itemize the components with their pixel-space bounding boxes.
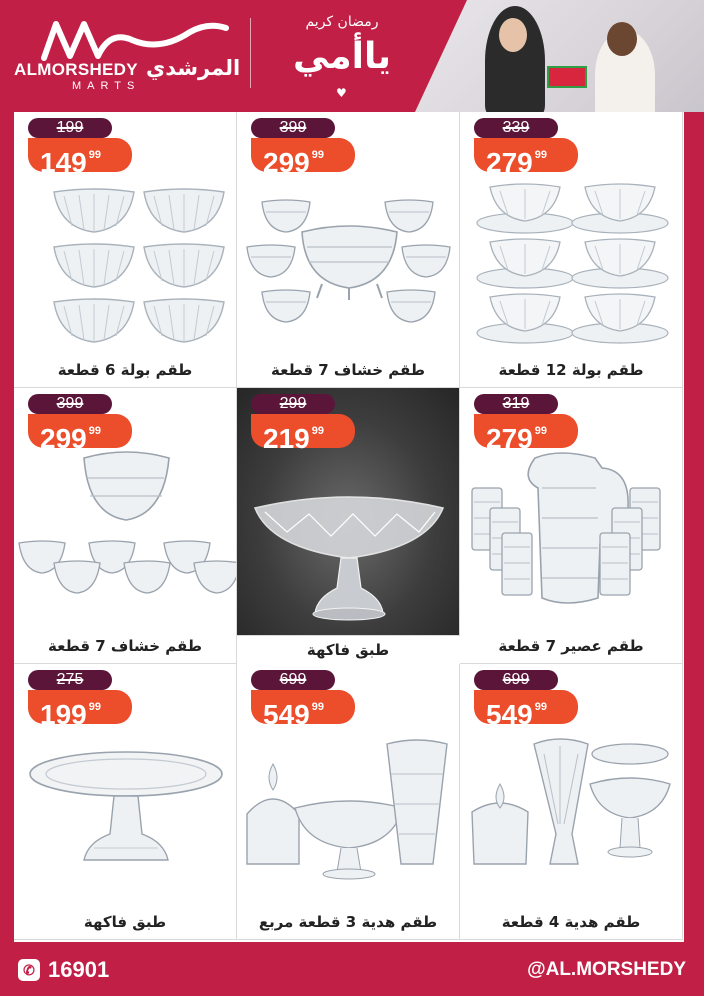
new-price-main: 219: [263, 423, 310, 454]
product-name: طقم هدية 4 قطعة: [501, 913, 641, 931]
product-card[interactable]: [237, 664, 460, 940]
product-card[interactable]: [237, 388, 460, 659]
old-price: 299: [251, 394, 335, 414]
product-name: طقم بولة 6 قطعة: [57, 361, 193, 379]
new-price-cents: 99: [534, 701, 547, 713]
heart-icon: ♥: [336, 86, 347, 100]
product-image: [237, 724, 460, 904]
header: [0, 0, 704, 112]
product-card[interactable]: [460, 388, 683, 664]
logo-arabic-text: المرشدي: [146, 56, 241, 80]
new-price-cents: 99: [88, 701, 101, 713]
footer: [0, 945, 704, 996]
new-price-main: 279: [486, 147, 533, 178]
product-image: [460, 448, 683, 628]
new-price-main: 149: [40, 147, 87, 178]
new-price-cents: 99: [88, 149, 101, 161]
new-price: [251, 690, 355, 730]
old-price: 199: [28, 118, 112, 138]
new-price: [474, 690, 578, 730]
product-card[interactable]: [14, 388, 237, 664]
product-card[interactable]: [14, 112, 237, 388]
social-handle[interactable]: @AL.MORSHEDY: [527, 959, 686, 980]
new-price-cents: 99: [311, 425, 324, 437]
new-price: [251, 414, 355, 454]
old-price: 399: [28, 394, 112, 414]
new-price-cents: 99: [311, 149, 324, 161]
new-price: [474, 414, 578, 454]
product-grid: [14, 112, 684, 942]
product-card[interactable]: [237, 112, 460, 388]
old-price: 399: [251, 118, 335, 138]
new-price: [474, 138, 578, 178]
new-price-main: 549: [486, 699, 533, 730]
new-price-cents: 99: [534, 425, 547, 437]
new-price: [28, 690, 132, 730]
new-price-cents: 99: [534, 149, 547, 161]
mother-daughter-photo: [415, 0, 704, 112]
product-name: طقم عصير 7 قطعة: [498, 637, 644, 655]
product-image: [14, 724, 237, 904]
product-name: طبق فاكهة: [83, 913, 167, 931]
header-divider: [250, 18, 251, 88]
new-price: [28, 138, 132, 178]
phone-text: 16901: [48, 957, 110, 982]
old-price: 339: [474, 118, 558, 138]
new-price-main: 299: [40, 423, 87, 454]
product-name: طقم بولة 12 قطعة: [498, 361, 644, 379]
logo-latin-text: ALMORSHEDY: [14, 60, 138, 79]
product-name: طقم خشاف 7 قطعة: [271, 361, 425, 379]
old-price: 275: [28, 670, 112, 690]
new-price-cents: 99: [311, 701, 324, 713]
slogan-top: رمضان كريم: [305, 14, 379, 30]
product-image: [460, 172, 683, 352]
new-price-cents: 99: [88, 425, 101, 437]
product-card[interactable]: [14, 664, 237, 940]
product-image: [237, 172, 460, 352]
product-name: طقم خشاف 7 قطعة: [48, 637, 202, 655]
new-price-main: 549: [263, 699, 310, 730]
new-price-main: 199: [40, 699, 87, 730]
product-image: [460, 724, 683, 904]
product-image: [14, 172, 237, 352]
new-price: [28, 414, 132, 454]
old-price: 699: [474, 670, 558, 690]
new-price-main: 299: [263, 147, 310, 178]
product-image: [14, 448, 237, 628]
phone-number[interactable]: [18, 957, 109, 983]
product-image: [237, 448, 460, 628]
new-price-main: 279: [486, 423, 533, 454]
product-card[interactable]: [460, 112, 683, 388]
old-price: 319: [474, 394, 558, 414]
old-price: 699: [251, 670, 335, 690]
product-card[interactable]: [460, 664, 683, 940]
logo-sub-text: MARTS: [72, 80, 141, 92]
product-name: طبق فاكهة: [306, 641, 390, 659]
slogan-main: ياأمي: [292, 36, 392, 77]
product-name: طقم هدية 3 قطعة مربع: [258, 913, 438, 931]
new-price: [251, 138, 355, 178]
phone-icon: ✆: [18, 959, 40, 981]
